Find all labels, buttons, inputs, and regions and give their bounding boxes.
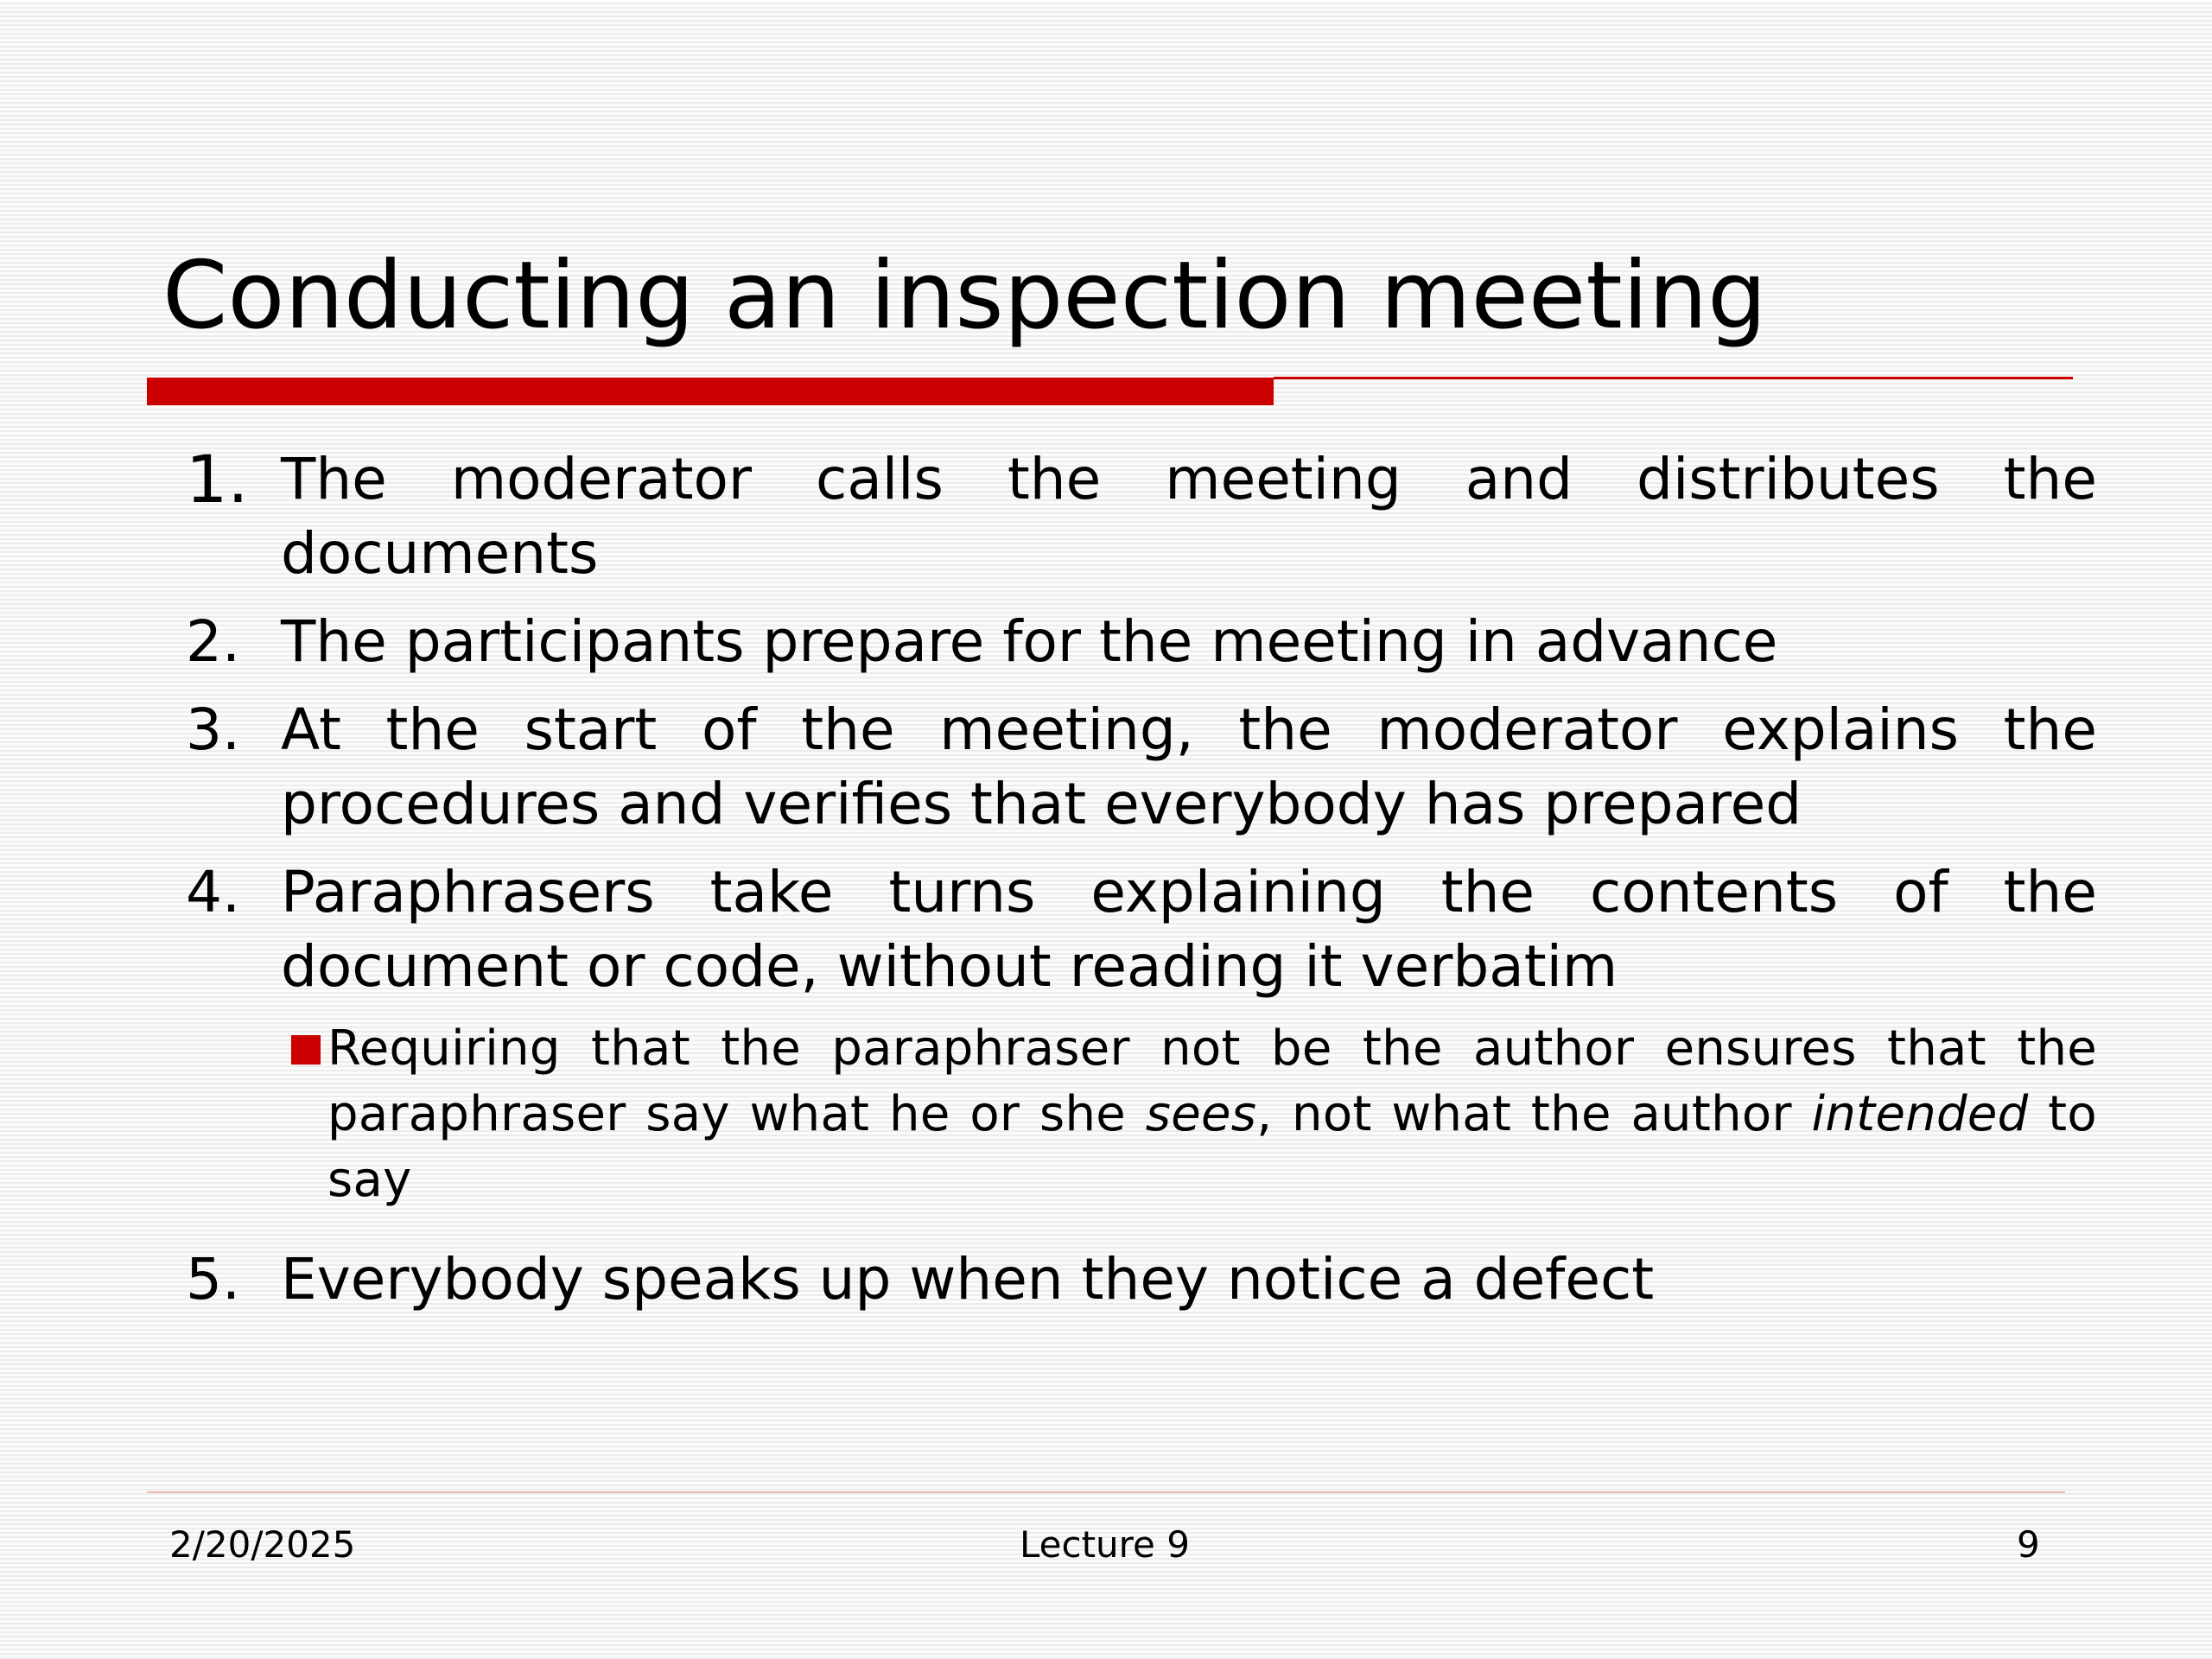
title-rule-thick xyxy=(147,378,1274,405)
item-text: The moderator calls the meeting and distributes the documents xyxy=(281,446,2097,587)
sub-bullet-text-part: to say xyxy=(327,1086,2097,1208)
sub-bullet-item xyxy=(238,1016,2097,1213)
square-bullet-icon xyxy=(238,1016,327,1082)
list-item xyxy=(186,605,2097,679)
emphasis-intended: intended xyxy=(1811,1086,2029,1142)
emphasis-sees: sees xyxy=(1145,1086,1257,1142)
item-number: 2. xyxy=(186,608,240,675)
item-text: Everybody speaks up when they notice a defect xyxy=(281,1246,1655,1313)
item-number: 4. xyxy=(186,859,240,925)
numbered-list xyxy=(186,442,2097,1317)
list-item xyxy=(186,442,2097,591)
title-rule-thin xyxy=(1274,377,2073,379)
item-text: Paraphrasers take turns explaining the contents of the document or code, without reading it verbatim xyxy=(281,859,2097,1000)
list-item xyxy=(186,1243,2097,1317)
list-item xyxy=(186,693,2097,842)
footer-lecture: Lecture 9 xyxy=(1020,1523,1190,1566)
sub-bullet-text xyxy=(327,1016,2097,1213)
footer-rule xyxy=(147,1491,2065,1493)
item-number: 1. xyxy=(186,441,249,518)
sub-bullet-text-part: Requiring that the paraphraser not be the author ensures that the paraphraser say what he or she xyxy=(327,1020,2097,1142)
footer-date: 2/20/2025 xyxy=(169,1523,356,1566)
list-item xyxy=(186,855,2097,1004)
item-text: The participants prepare for the meeting in advance xyxy=(281,608,1778,675)
item-text: At the start of the meeting, the moderator explains the procedures and verifies that everybody has prepared xyxy=(281,696,2097,837)
item-number: 5. xyxy=(186,1246,240,1313)
sub-bullet-text-part: , not what the author xyxy=(1256,1086,1812,1142)
item-number: 3. xyxy=(186,696,240,763)
slide-title: Conducting an inspection meeting xyxy=(162,242,1767,350)
footer-page-number: 9 xyxy=(2017,1523,2040,1566)
